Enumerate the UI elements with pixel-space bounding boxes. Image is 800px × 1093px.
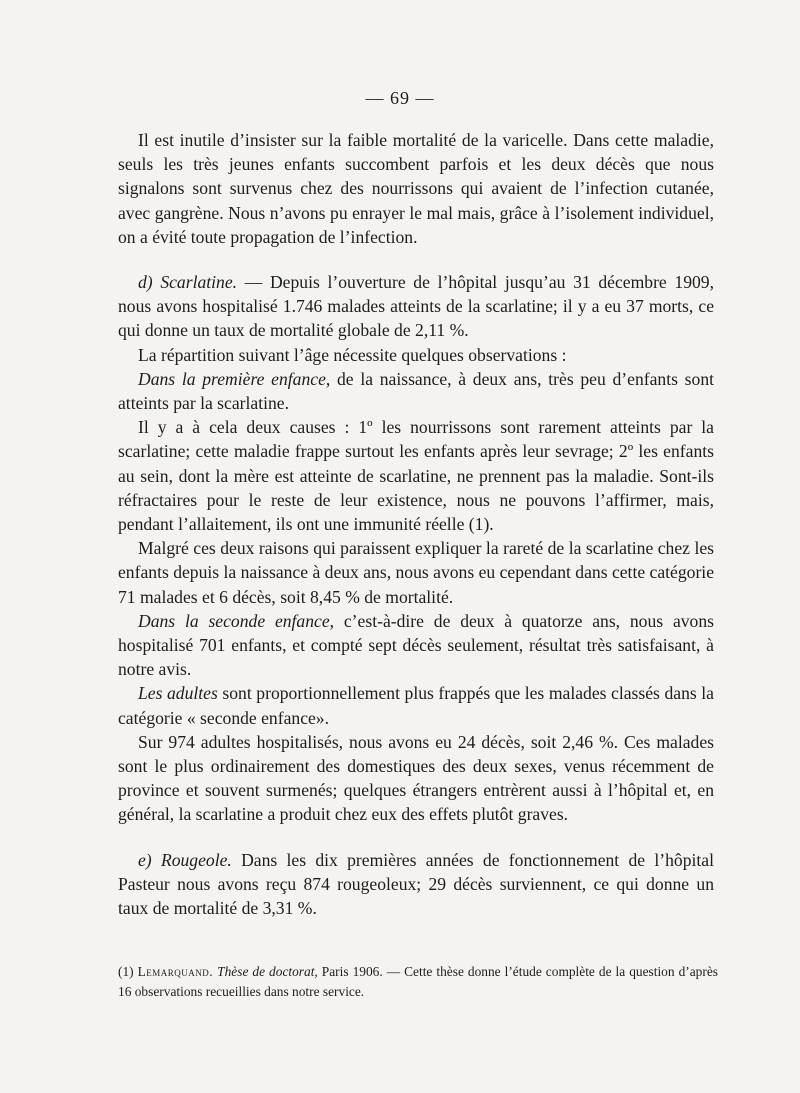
italic-premiere-enfance: Dans la première enfance <box>138 368 326 389</box>
paragraph-rougeole <box>118 848 714 921</box>
paragraph-rougeole-text: Dans les dix premières années de fonctionnement de l’hôpital Pasteur nous avons reçu 874 rougeoleux; 29 décès surviennent, ce qui donne un taux de mortalité de 3,31 %. <box>118 849 714 919</box>
footnote-marker: (1) <box>118 964 138 979</box>
footnote-author: Lemarquand. <box>137 964 214 979</box>
paragraph-premiere-enfance-text: , de la naissance, à deux ans, très peu d’enfants sont atteints par la scarlatine. <box>118 368 715 414</box>
paragraph-repartition: La répartition suivant l’âge nécessite quelques observations : <box>138 344 567 365</box>
paragraph-scarlatine-text: — Depuis l’ouverture de l’hôpital jusqu’au 31 décembre 1909, nous avons hospitalisé 1.746 malades atteints de la scarlatine; il y a eu 37 morts, ce qui donne un taux de mortalité globale de 2,11 %. <box>118 272 714 341</box>
paragraph-premiere-enfance <box>118 367 714 415</box>
section-heading-scarlatine: Scarlatine. <box>160 272 238 293</box>
paragraph-adultes <box>118 681 714 729</box>
italic-adultes: Les adultes <box>138 683 218 704</box>
section-label-e: e) <box>138 849 161 870</box>
paragraph-seconde-enfance-text: , c’est-à-dire de deux à quatorze ans, nous avons hospitalisé 701 enfants, et compté sept décès seulement, résultat très satisfaisant, à notre avis. <box>118 610 714 680</box>
paragraph-malgre: Malgré ces deux raisons qui paraissent expliquer la rareté de la scarlatine chez les enfants depuis la naissance à deux ans, nous avons eu cependant dans cette catégorie 71 malades et 6 décès, soit 8,45 % de mortalité. <box>118 538 715 607</box>
italic-seconde-enfance: Dans la seconde enfance <box>138 610 330 631</box>
body-text <box>118 128 714 920</box>
page-number: — 69 — <box>365 88 435 108</box>
section-label-d: d) <box>138 272 161 293</box>
paragraph-adultes-hospitalises: Sur 974 adultes hospitalisés, nous avons eu 24 décès, soit 2,46 %. Ces malades sont le plus ordinairement des domestiques des deux sexes, venus récemment de province et souvent surmenés; quelques étrangers entrèrent aussi à l’hôpital et, en général, la scarlatine a produit chez eux des effets plutôt graves. <box>118 731 714 825</box>
footnote-text <box>118 962 718 1002</box>
footnote-title: Thèse de doctorat, <box>213 964 318 979</box>
paragraph-deux-causes: Il y a à cela deux causes : 1º les nourrissons sont rarement atteints par la scarlatine; cette maladie frappe surtout les enfants après leur sevrage; 2º les enfants au sein, dont la mère est atteinte de scarlatine, ne prennent pas la maladie. Sont-ils réfractaires pour le reste de leur existence, nous ne pouvons l’affirmer, mais, pendant l’allaitement, ils ont une immunité réelle (1). <box>118 417 714 535</box>
footnote <box>118 962 718 1002</box>
paragraph-varicelle: Il est inutile d’insister sur la faible mortalité de la varicelle. Dans cette maladie, seuls les très jeunes enfants succombent parfois et les deux décès que nous signalons sont survenus chez des nourrissons qui avaient de l’infection cutanée, avec gangrène. Nous n’avons pu enrayer le mal mais, grâce à l’isolement individuel, on a évité toute propagation de l’infection. <box>118 130 714 247</box>
footnote-rest: Paris 1906. — Cette thèse donne l’étude complète de la question d’après 16 observations recueillies dans notre service. <box>118 964 718 999</box>
section-heading-rougeole: Rougeole. <box>160 849 232 870</box>
paragraph-seconde-enfance <box>118 609 714 682</box>
paragraph-adultes-text: sont proportionnellement plus frappés que les malades classés dans la catégorie « seconde enfance». <box>118 683 714 728</box>
paragraph-scarlatine-intro <box>118 270 714 343</box>
